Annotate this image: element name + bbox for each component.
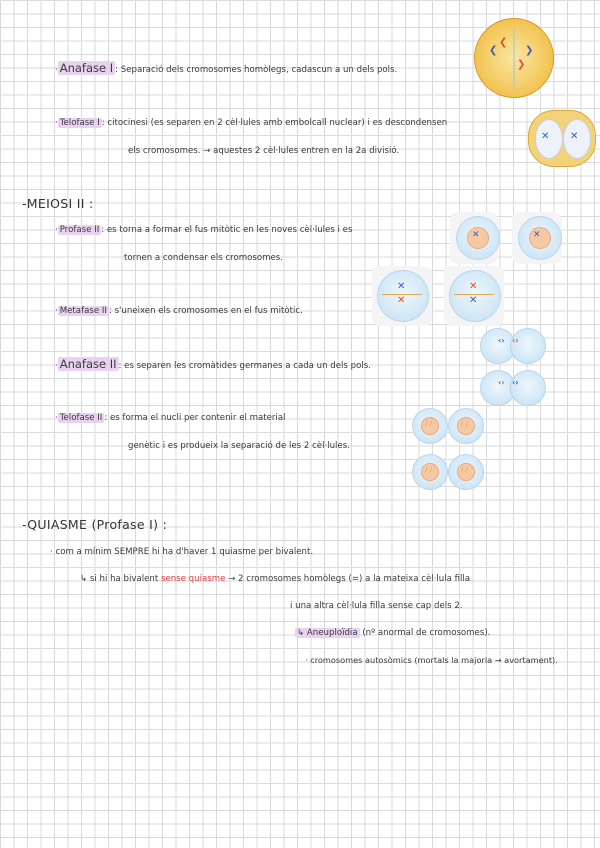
quiasme-line3: i una altra cèl·lula filla sense cap dels 2.: [290, 601, 463, 611]
telofase2-label: Telofase II: [59, 413, 103, 423]
meiosi2-heading: -MEIOSI II :: [22, 196, 94, 211]
quiasme-line2-red: sense quiasme: [160, 574, 226, 584]
telofase2-text2: genètic i es produeix la separació de les 2 cèl·lules.: [128, 441, 350, 451]
anafase2-text: : es separen les cromàtides germanes a cada un dels pols.: [118, 361, 371, 371]
telofase2-line1: · Telofase II : es forma el nucli per contenir el material: [55, 413, 286, 423]
telofase1-text1: : citocinesi (es separen en 2 cèl·lules amb embolcall nuclear) i es descondensen: [101, 118, 448, 128]
anafase1-label: Anafase I: [59, 61, 114, 75]
telofase1-illustration: ✕ ✕: [528, 110, 596, 167]
metafase2-illustration: ✕ ✕ ✕ ✕: [372, 266, 522, 326]
quiasme-line2-post: → 2 cromosomes homòlegs (=) a la mateixa cèl·lula filla: [228, 574, 471, 584]
telofase1-line1: · Telofase I : citocinesi (es separen en 2 cèl·lules amb embolcall nuclear) i es descondensen: [55, 118, 448, 128]
quiasme-heading: -QUIASME (Profase I) :: [22, 517, 168, 532]
quiasme-line4: [295, 627, 490, 639]
metafase2-label: Metafase II: [59, 306, 107, 316]
telofase2-illustration: / / / / / / / /: [410, 406, 490, 494]
quiasme-line2-pre: ↳ si hi ha bivalent: [80, 574, 159, 584]
profase2-text1: : es torna a formar el fus mitòtic en les noves cèl·lules i es: [101, 225, 353, 235]
quiasme-line4-label: ↳ Aneuploïdia: [297, 628, 358, 638]
quiasme-line1: · com a mínim SEMPRE hi ha d'haver 1 quiasme per bivalent.: [50, 547, 314, 557]
anafase1-illustration: ❮ ❮ ❯ ❯: [474, 18, 554, 98]
profase2-label: Profase II: [59, 225, 100, 235]
anafase2-line: · Anafase II : es separen les cromàtides germanes a cada un dels pols.: [55, 357, 371, 371]
quiasme-line5: · cromosomes autosòmics (mortals la majoria → avortament).: [305, 655, 558, 665]
telofase1-text2: els cromosomes. → aquestes 2 cèl·lules entren en la 2a divisió.: [128, 146, 400, 156]
telofase1-label: Telofase I: [59, 118, 100, 128]
anafase2-illustration: ‹› ‹› ‹› ‹›: [478, 326, 558, 412]
profase2-text2: tornen a condensar els cromosomes.: [124, 253, 283, 263]
quiasme-line2: [80, 573, 470, 585]
profase2-illustration: ✕ ✕: [450, 212, 600, 272]
telofase2-text1: : es forma el nucli per contenir el material: [104, 413, 286, 423]
anafase1-text: : Separació dels cromosomes homòlegs, cadascun a un dels pols.: [115, 65, 398, 75]
anafase1-line: · Anafase I : Separació dels cromosomes homòlegs, cadascun a un dels pols.: [55, 61, 398, 75]
profase2-line1: · Profase II : es torna a formar el fus mitòtic en les noves cèl·lules i es: [55, 225, 353, 235]
quiasme-line4-rest: (nº anormal de cromosomes).: [362, 628, 491, 638]
metafase2-line: · Metafase II : s'uneixen els cromosomes en el fus mitòtic.: [55, 306, 303, 316]
metafase2-text: : s'uneixen els cromosomes en el fus mitòtic.: [108, 306, 303, 316]
anafase2-label: Anafase II: [59, 357, 117, 371]
